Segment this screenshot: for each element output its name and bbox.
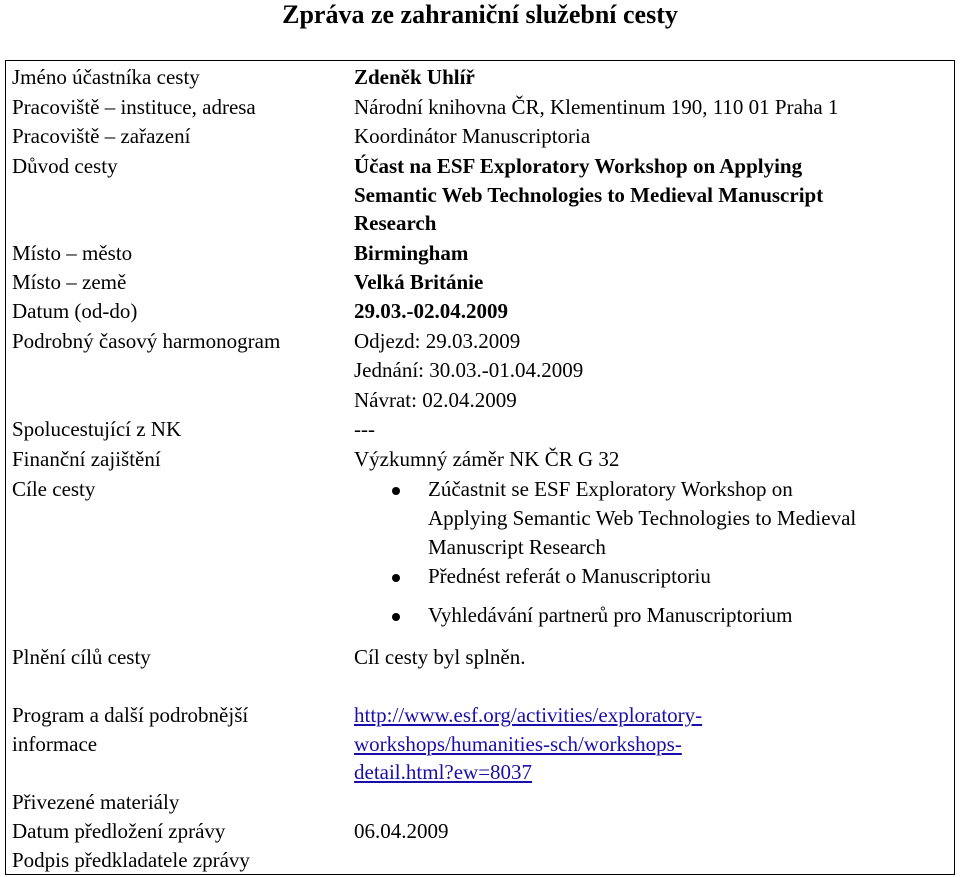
goal-1-line-1: Zúčastnit se ESF Exploratory Workshop on <box>428 477 793 501</box>
position-label: Pracoviště – zařazení <box>12 124 191 148</box>
report-title: Zpráva ze zahraniční služební cesty <box>282 0 678 29</box>
program-link-line-3[interactable]: detail.html?ew=8037 <box>354 760 533 784</box>
funding-label: Finanční zajištění <box>12 447 161 471</box>
goal-2: Přednést referát o Manuscriptoriu <box>428 564 711 588</box>
trip-reason-line-1: Účast na ESF Exploratory Workshop on Applying <box>354 154 803 178</box>
program-link-line-1[interactable]: http://www.esf.org/activities/exploratory- <box>354 703 703 727</box>
participant-name-label: Jméno účastníka cesty <box>12 65 200 89</box>
bullet-icon <box>392 613 400 621</box>
date-range-value: 29.03.-02.04.2009 <box>354 299 508 323</box>
bullet-icon <box>392 487 400 495</box>
submission-date-value: 06.04.2009 <box>354 819 449 843</box>
signature-label: Podpis předkladatele zprávy <box>12 848 250 872</box>
goal-3: Vyhledávání partnerů pro Manuscriptorium <box>428 603 793 627</box>
date-range-label: Datum (od-do) <box>12 299 138 323</box>
program-link-line-2[interactable]: workshops/humanities-sch/workshops- <box>354 732 682 756</box>
trip-reason-line-2: Semantic Web Technologies to Medieval Manuscript <box>354 183 824 207</box>
position-value: Koordinátor Manuscriptoria <box>354 124 591 148</box>
goal-fulfilment-label: Plnění cílů cesty <box>12 645 151 669</box>
schedule-label: Podrobný časový harmonogram <box>12 329 281 353</box>
institution-value: Národní knihovna ČR, Klementinum 190, 110 01 Praha 1 <box>354 95 839 119</box>
country-value: Velká Británie <box>354 270 484 294</box>
schedule-return: Návrat: 02.04.2009 <box>354 388 517 412</box>
city-label: Místo – město <box>12 241 133 265</box>
program-label-line-1: Program a další podrobnější <box>12 703 249 727</box>
program-label-line-2: informace <box>12 732 98 756</box>
schedule-departure: Odjezd: 29.03.2009 <box>354 329 521 353</box>
goals-label: Cíle cesty <box>12 477 96 501</box>
trip-reason-line-3: Research <box>354 211 437 235</box>
companions-label: Spolucestující z NK <box>12 417 182 441</box>
country-label: Místo – země <box>12 270 127 294</box>
goal-1-line-3: Manuscript Research <box>428 535 606 559</box>
city-value: Birmingham <box>354 241 469 265</box>
goal-fulfilment-value: Cíl cesty byl splněn. <box>354 645 526 669</box>
bullet-icon <box>392 574 400 582</box>
trip-reason-label: Důvod cesty <box>12 154 118 178</box>
participant-name-value: Zdeněk Uhlíř <box>354 65 475 89</box>
institution-label: Pracoviště – instituce, adresa <box>12 95 256 119</box>
funding-value: Výzkumný záměr NK ČR G 32 <box>354 447 620 471</box>
companions-value: --- <box>354 417 375 441</box>
goal-1-line-2: Applying Semantic Web Technologies to Medieval <box>428 506 857 530</box>
materials-label: Přivezené materiály <box>12 790 180 814</box>
submission-date-label: Datum předložení zprávy <box>12 819 226 843</box>
schedule-meeting: Jednání: 30.03.-01.04.2009 <box>354 358 584 382</box>
